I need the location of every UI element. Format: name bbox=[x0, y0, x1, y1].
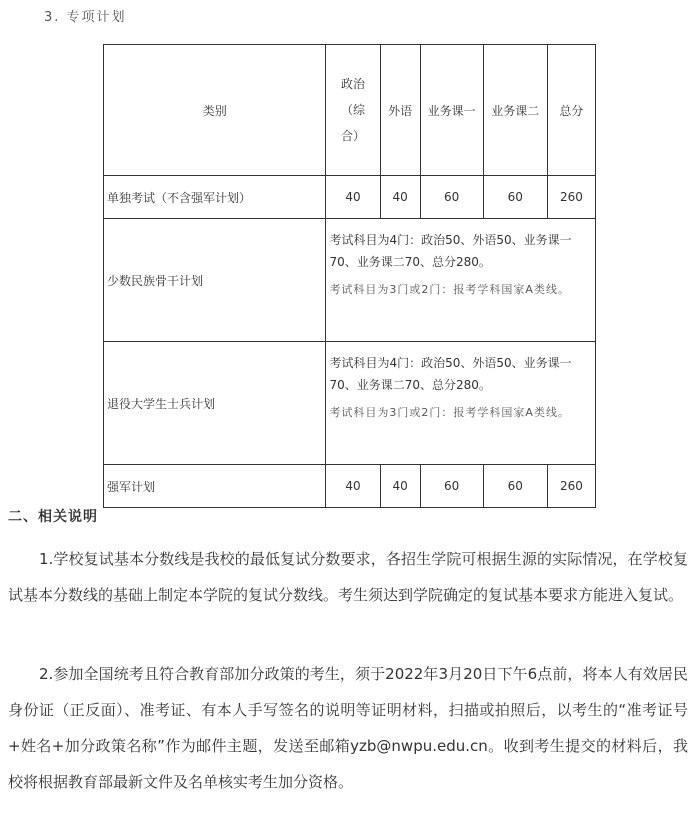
plan-four-subjects: 考试科目为4门：政治50、外语50、业务课一70、业务课二70、总分280。 bbox=[329, 233, 572, 269]
plan-requirements bbox=[326, 342, 596, 465]
table-row bbox=[104, 219, 596, 342]
table-row bbox=[104, 465, 596, 508]
plan-two-three-subjects: 考试科目为3门或2门：报考学科国家A类线。 bbox=[329, 406, 570, 419]
note-paragraph: 2.参加全国统考且符合教育部加分政策的考生，须于2022年3月20日下午6点前，将本人有效居民身份证（正反面）、准考证、有本人手写签名的说明等证明材料，扫描或拍照后，以考生的“准考证号+姓名+加分政策名称”作为邮件主题，发送至邮箱yzb@nwpu.edu.cn。收到考生提交的材料后，我校将根据教育部最新文件及名单核实考生加分资格。 bbox=[8, 665, 688, 791]
note-paragraph: 1.学校复试基本分数线是我校的最低复试分数要求，各招生学院可根据生源的实际情况，在学校复试基本分数线的基础上制定本学院的复试分数线。考生须达到学院确定的复试基本要求方能进入复试。 bbox=[8, 550, 688, 604]
score-politics: 40 bbox=[326, 176, 380, 219]
score-total: 260 bbox=[547, 176, 595, 219]
table-header-row bbox=[104, 45, 596, 176]
score-total: 260 bbox=[547, 465, 595, 508]
header-total: 总分 bbox=[547, 45, 595, 176]
header-foreign: 外语 bbox=[380, 45, 420, 176]
header-category: 类别 bbox=[104, 45, 326, 176]
header-politics-line: 合） bbox=[340, 129, 365, 143]
section-title: 3. 专项计划 bbox=[44, 10, 127, 25]
score-foreign: 40 bbox=[380, 465, 420, 508]
score-business1: 60 bbox=[420, 176, 483, 219]
plan-requirements bbox=[326, 219, 596, 342]
score-business2: 60 bbox=[483, 176, 547, 219]
row-category: 强军计划 bbox=[104, 465, 326, 508]
header-business1: 业务课一 bbox=[420, 45, 483, 176]
score-business2: 60 bbox=[483, 465, 547, 508]
row-category: 单独考试（不含强军计划） bbox=[104, 176, 326, 219]
header-business2: 业务课二 bbox=[483, 45, 547, 176]
row-category: 少数民族骨干计划 bbox=[104, 219, 326, 342]
table-row bbox=[104, 342, 596, 465]
table-row bbox=[104, 176, 596, 219]
plan-four-subjects: 考试科目为4门：政治50、外语50、业务课一70、业务课二70、总分280。 bbox=[329, 356, 572, 392]
header-politics-line: 政治 bbox=[340, 77, 365, 91]
header-politics bbox=[326, 45, 380, 176]
score-business1: 60 bbox=[420, 465, 483, 508]
score-politics: 40 bbox=[326, 465, 380, 508]
notes-heading: 二、相关说明 bbox=[8, 509, 98, 525]
row-category: 退役大学生士兵计划 bbox=[104, 342, 326, 465]
plan-two-three-subjects: 考试科目为3门或2门：报考学科国家A类线。 bbox=[329, 283, 570, 296]
score-table bbox=[103, 44, 596, 508]
score-foreign: 40 bbox=[380, 176, 420, 219]
header-politics-line: （综 bbox=[340, 103, 365, 117]
